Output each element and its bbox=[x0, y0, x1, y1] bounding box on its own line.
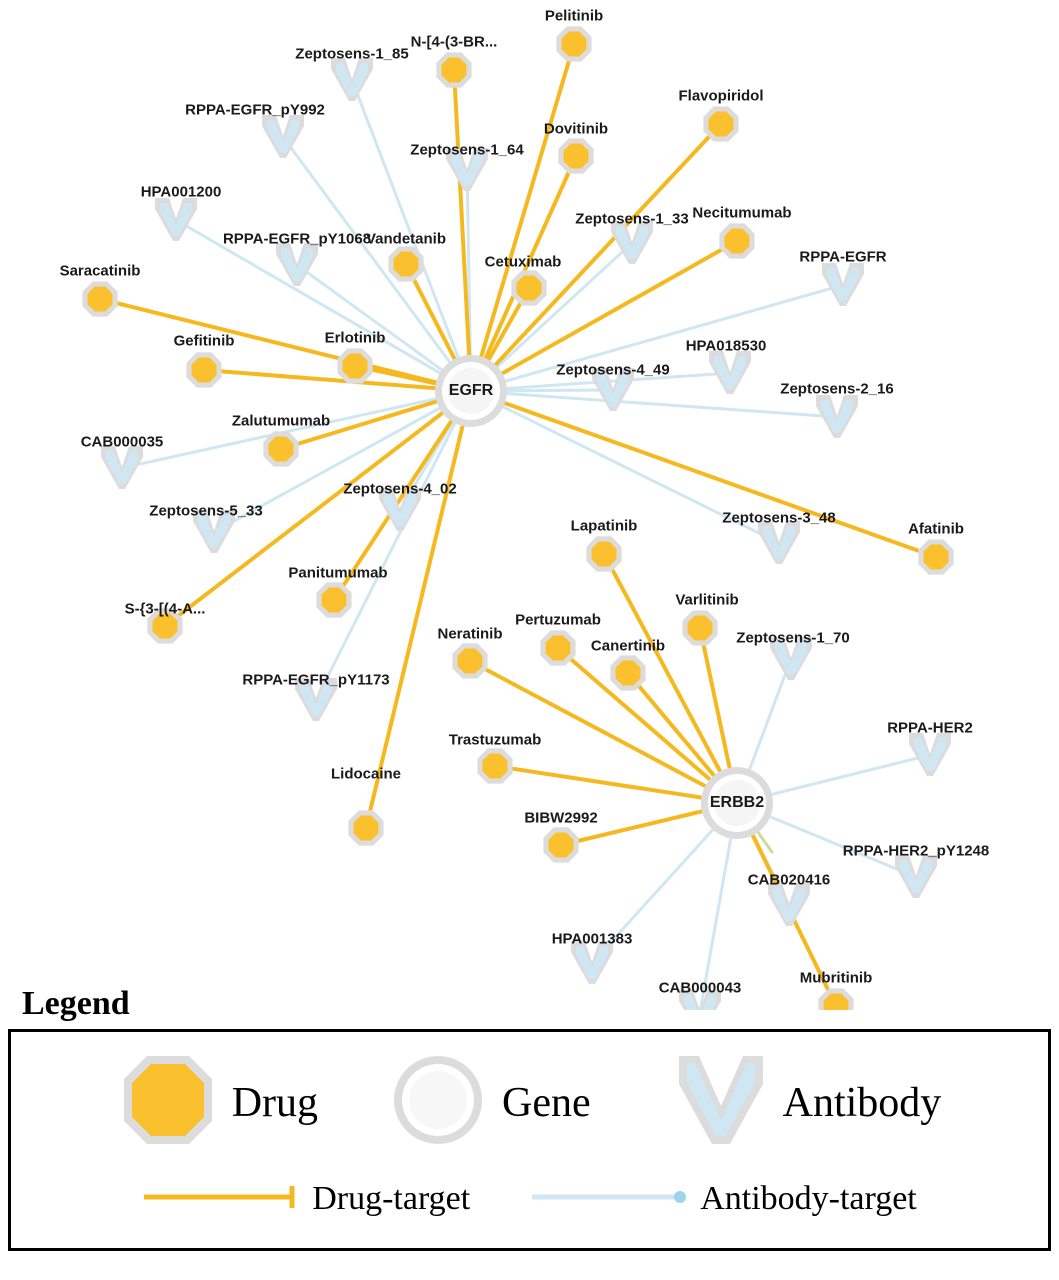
drug-label: Trastuzumab bbox=[448, 731, 542, 749]
legend-label-antibody: Antibody bbox=[782, 1079, 942, 1126]
antibody-label: Zeptosens-1_70 bbox=[736, 629, 850, 647]
drug-octagon-icon bbox=[118, 1050, 218, 1155]
antibody-label: Zeptosens-3_48 bbox=[722, 509, 836, 527]
antibody-target-edge bbox=[471, 391, 837, 417]
legend-edge-drug-target bbox=[142, 1180, 470, 1218]
drug-node[interactable] bbox=[269, 437, 294, 462]
antibody-label: RPPA-HER2 bbox=[887, 719, 973, 737]
antibody-label: HPA001383 bbox=[551, 930, 633, 948]
drug-label: Dovitinib bbox=[543, 120, 609, 138]
drug-label: Lidocaine bbox=[330, 765, 402, 783]
drug-label: BIBW2992 bbox=[524, 809, 598, 827]
drug-target-line-icon bbox=[142, 1184, 302, 1215]
legend-item-antibody bbox=[673, 1050, 942, 1155]
drug-node[interactable] bbox=[924, 545, 949, 570]
gene-node[interactable] bbox=[448, 368, 494, 414]
legend-title: Legend bbox=[22, 985, 130, 1022]
antibody-label: RPPA-EGFR_pY1068 bbox=[222, 230, 372, 248]
drug-label: Mubritinib bbox=[799, 969, 873, 987]
legend-edge-antibody-target bbox=[530, 1180, 917, 1218]
drug-node[interactable] bbox=[549, 833, 574, 858]
drug-node[interactable] bbox=[562, 32, 587, 57]
drug-node[interactable] bbox=[88, 287, 113, 312]
gene-node[interactable] bbox=[714, 780, 760, 826]
drug-node[interactable] bbox=[322, 588, 347, 613]
drug-target-edge bbox=[334, 391, 471, 600]
antibody-target-edge bbox=[352, 80, 471, 391]
legend-label-drug: Drug bbox=[231, 1079, 319, 1126]
drug-target-edge bbox=[471, 44, 574, 391]
drug-label: Varlitinib bbox=[675, 591, 739, 609]
drug-node[interactable] bbox=[343, 354, 368, 379]
drug-label: N-[4-(3-BR... bbox=[410, 33, 498, 51]
drug-target-edge bbox=[471, 391, 936, 557]
drug-node[interactable] bbox=[688, 616, 713, 641]
drug-node[interactable] bbox=[546, 636, 571, 661]
drug-label: Pertuzumab bbox=[515, 611, 601, 629]
legend-shapes-row bbox=[11, 1050, 1048, 1155]
antibody-label: Zeptosens-5_33 bbox=[149, 502, 263, 520]
legend-box bbox=[8, 1029, 1051, 1251]
drug-label: Cetuximab bbox=[484, 253, 562, 271]
legend bbox=[0, 985, 1059, 1251]
legend-item-drug bbox=[118, 1050, 318, 1155]
drug-node[interactable] bbox=[442, 58, 467, 83]
drug-node[interactable] bbox=[483, 754, 508, 779]
antibody-target-edge bbox=[214, 391, 471, 532]
drug-label: Panitumumab bbox=[288, 564, 388, 582]
drug-node[interactable] bbox=[592, 542, 617, 567]
drug-label: Vandetanib bbox=[365, 230, 447, 248]
drug-label: Lapatinib bbox=[570, 517, 638, 535]
drug-node[interactable] bbox=[153, 614, 178, 639]
antibody-label: CAB020416 bbox=[747, 871, 831, 889]
gene-label: ERBB2 bbox=[709, 794, 765, 811]
antibody-label: Zeptosens-1_33 bbox=[575, 210, 689, 228]
drug-node[interactable] bbox=[564, 144, 589, 169]
drug-node[interactable] bbox=[192, 358, 217, 383]
drug-label: Afatinib bbox=[908, 520, 964, 538]
drug-label: S-{3-[(4-A... bbox=[124, 600, 206, 618]
legend-label-gene: Gene bbox=[502, 1079, 591, 1126]
antibody-label: RPPA-EGFR_pY992 bbox=[185, 101, 325, 119]
drug-label: Erlotinib bbox=[324, 329, 386, 347]
antibody-label: RPPA-EGFR_pY1173 bbox=[242, 671, 390, 689]
drug-node[interactable] bbox=[354, 816, 379, 841]
drug-node[interactable] bbox=[394, 252, 419, 277]
drug-label: Saracatinib bbox=[59, 262, 141, 280]
antibody-label: Zeptosens-1_64 bbox=[410, 141, 524, 159]
antibody-label: RPPA-HER2_pY1248 bbox=[842, 842, 990, 860]
antibody-label: RPPA-EGFR bbox=[799, 248, 887, 266]
drug-node[interactable] bbox=[709, 112, 734, 137]
legend-item-gene bbox=[388, 1050, 591, 1155]
drug-node[interactable] bbox=[725, 229, 750, 254]
drug-node[interactable] bbox=[458, 649, 483, 674]
antibody-target-edge bbox=[316, 391, 471, 700]
legend-label-antibody-target: Antibody-target bbox=[700, 1180, 917, 1217]
drug-node[interactable] bbox=[517, 276, 542, 301]
antibody-label: CAB000043 bbox=[658, 979, 742, 997]
drug-label: Flavopiridol bbox=[678, 87, 764, 105]
legend-label-drug-target: Drug-target bbox=[312, 1180, 471, 1217]
antibody-label: Zeptosens-1_85 bbox=[295, 45, 409, 63]
antibody-target-line-icon bbox=[530, 1184, 690, 1215]
gene-circle-icon bbox=[388, 1050, 488, 1155]
drug-label: Canertinib bbox=[590, 637, 666, 655]
antibody-label: Zeptosens-2_16 bbox=[780, 380, 894, 398]
drug-label: Pelitinib bbox=[544, 7, 604, 25]
drug-label: Necitumumab bbox=[692, 204, 792, 222]
drug-target-edge bbox=[366, 391, 471, 828]
antibody-chevron-icon bbox=[673, 1050, 769, 1155]
antibody-label: HPA001200 bbox=[140, 183, 222, 201]
legend-edges-row bbox=[11, 1164, 1048, 1234]
antibody-label: CAB000035 bbox=[80, 433, 164, 451]
drug-label: Gefitinib bbox=[173, 332, 235, 350]
drug-target-edge bbox=[471, 124, 721, 391]
gene-label: EGFR bbox=[448, 382, 494, 399]
drug-label: Zalutumumab bbox=[231, 412, 331, 430]
antibody-target-edge bbox=[471, 391, 779, 543]
drug-node[interactable] bbox=[616, 661, 641, 686]
antibody-label: Zeptosens-4_02 bbox=[343, 480, 457, 498]
drug-label: Neratinib bbox=[437, 625, 503, 643]
antibody-label: HPA018530 bbox=[685, 337, 767, 355]
antibody-label: Zeptosens-4_49 bbox=[556, 361, 670, 379]
